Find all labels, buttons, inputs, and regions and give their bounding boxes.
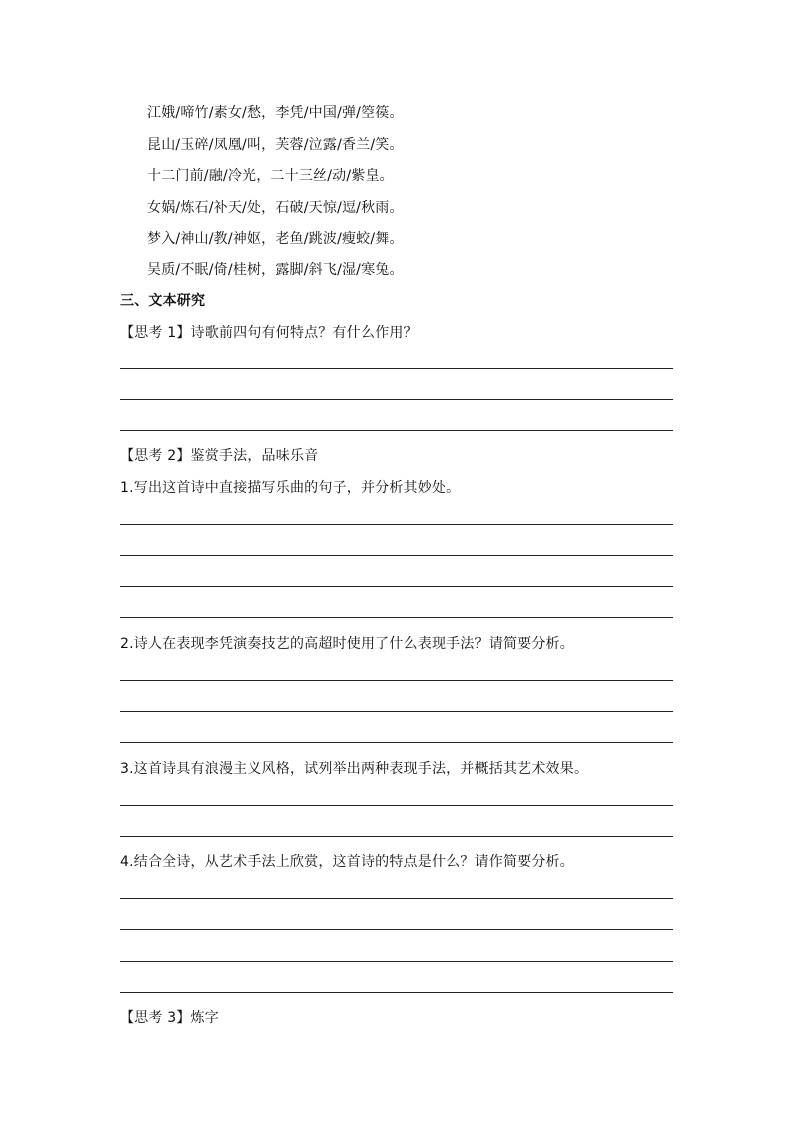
answer-line[interactable] <box>120 711 673 712</box>
question-4: 4.结合全诗，从艺术手法上欣赏，这首诗的特点是什么？请作简要分析。 <box>120 854 574 870</box>
answer-line[interactable] <box>120 555 673 556</box>
section-heading: 三、文本研究 <box>120 293 206 309</box>
poem-line: 江娥/啼竹/素女/愁，李凭/中国/弹/箜篌。 <box>147 105 404 121</box>
answer-line[interactable] <box>120 430 673 431</box>
answer-line[interactable] <box>120 898 673 899</box>
answer-line[interactable] <box>120 617 673 618</box>
poem-line: 十二门前/融/冷光，二十三丝/动/紫皇。 <box>147 168 394 184</box>
answer-line[interactable] <box>120 368 673 369</box>
answer-line[interactable] <box>120 836 673 837</box>
question-3: 3.这首诗具有浪漫主义风格，试列举出两种表现手法，并概括其艺术效果。 <box>120 761 589 777</box>
answer-line[interactable] <box>120 992 673 993</box>
poem-line: 女娲/炼石/补天/处，石破/天惊/逗/秋雨。 <box>147 200 404 216</box>
answer-line[interactable] <box>120 524 673 525</box>
poem-line: 梦入/神山/教/神妪，老鱼/跳波/瘦蛟/舞。 <box>147 231 404 247</box>
answer-line[interactable] <box>120 586 673 587</box>
answer-line[interactable] <box>120 805 673 806</box>
question-2: 2.诗人在表现李凭演奏技艺的高超时使用了什么表现手法？请简要分析。 <box>120 636 574 652</box>
think-1-prompt: 【思考 1】诗歌前四句有何特点？有什么作用？ <box>120 325 418 341</box>
answer-line[interactable] <box>120 399 673 400</box>
poem-line: 吴质/不眠/倚/桂树，露脚/斜飞/湿/寒兔。 <box>147 262 404 278</box>
think-3-prompt: 【思考 3】炼字 <box>120 1010 219 1026</box>
answer-line[interactable] <box>120 680 673 681</box>
poem-line: 昆山/玉碎/凤凰/叫，芙蓉/泣露/香兰/笑。 <box>147 137 404 153</box>
answer-line[interactable] <box>120 742 673 743</box>
question-1: 1.写出这首诗中直接描写乐曲的句子，并分析其妙处。 <box>120 480 461 496</box>
answer-line[interactable] <box>120 961 673 962</box>
think-2-prompt: 【思考 2】鉴赏手法，品味乐音 <box>120 448 319 464</box>
answer-line[interactable] <box>120 929 673 930</box>
